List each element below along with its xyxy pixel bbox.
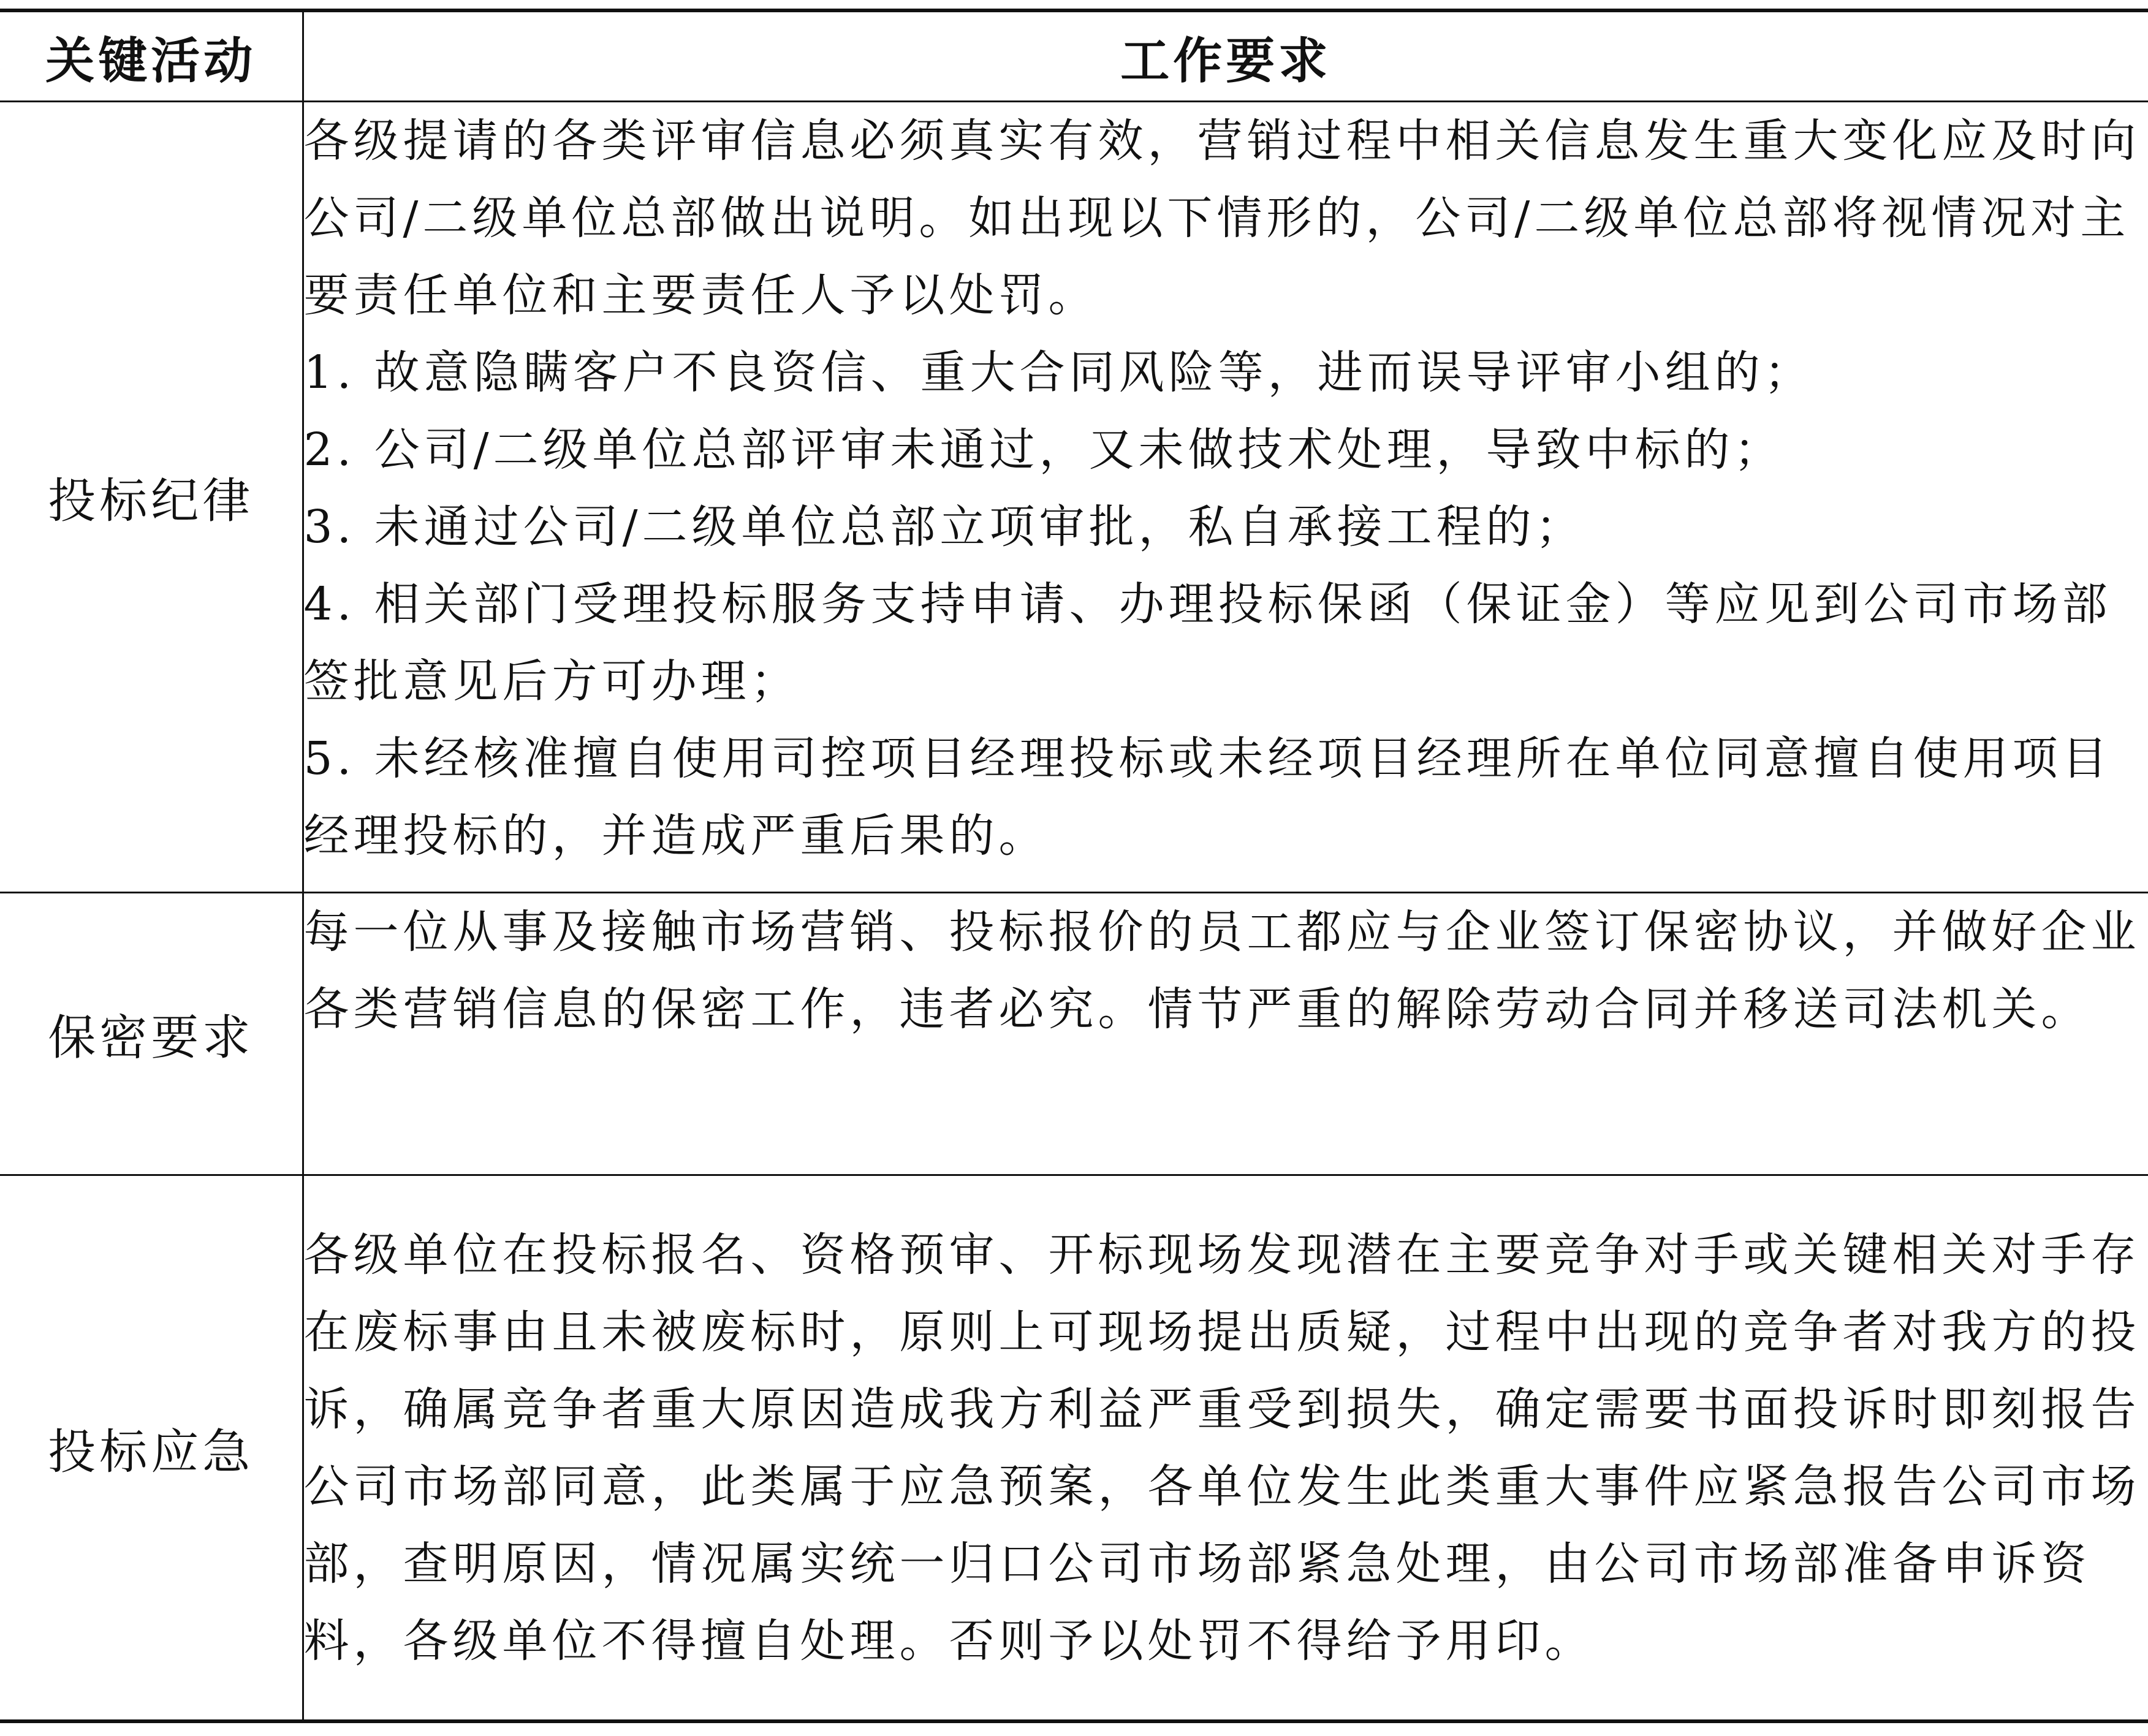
requirement-item: 5. 未经核准擅自使用司控项目经理投标或未经项目经理所在单位同意擅自使用项目经理投标的，并造成严重后果的。 — [303, 732, 2112, 862]
bidding-rules-table — [0, 9, 2148, 1723]
requirement-cell — [303, 893, 2148, 1175]
activity-cell: 投标纪律 — [0, 102, 303, 893]
header-requirement: 工作要求 — [303, 10, 2148, 102]
activity-cell: 投标应急 — [0, 1175, 303, 1722]
requirement-intro: 各级提请的各类评审信息必须真实有效，营销过程中相关信息发生重大变化应及时向公司/二级单位总部做出说明。如出现以下情形的，公司/二级单位总部将视情况对主要责任单位和主要责任人予以处罚。 — [303, 115, 2141, 322]
table-row — [0, 1175, 2148, 1722]
requirement-item: 3. 未通过公司/二级单位总部立项审批，私自承接工程的； — [303, 501, 1585, 553]
table-header-row — [0, 10, 2148, 102]
table-row — [0, 102, 2148, 893]
requirement-cell — [303, 1175, 2148, 1722]
requirement-item: 2. 公司/二级单位总部评审未通过，又未做技术处理，导致中标的； — [303, 423, 1784, 476]
requirement-text: 各级单位在投标报名、资格预审、开标现场发现潜在主要竞争对手或关键相关对手存在废标事由且未被废标时，原则上可现场提出质疑，过程中出现的竞争者对我方的投诉，确属竞争者重大原因造成我方利益严重受到损失，确定需要书面投诉时即刻报告公司市场部同意，此类属于应急预案，各单位发生此类重大事件应紧急报告公司市场部，查明原因，情况属实统一归口公司市场部紧急处理，由公司市场部准备申诉资料，各级单位不得擅自处理。否则予以处罚不得给予用印。 — [303, 1228, 2141, 1667]
requirement-text: 每一位从事及接触市场营销、投标报价的员工都应与企业签订保密协议，并做好企业各类营销信息的保密工作，违者必究。情节严重的解除劳动合同并移送司法机关。 — [303, 906, 2141, 1036]
activity-cell: 保密要求 — [0, 893, 303, 1175]
requirement-item: 4. 相关部门受理投标服务支持申请、办理投标保函（保证金）等应见到公司市场部签批意见后方可办理； — [303, 578, 2112, 708]
table-row — [0, 893, 2148, 1175]
header-activity: 关键活动 — [0, 10, 303, 102]
requirement-item: 1. 故意隐瞒客户不良资信、重大合同风险等，进而误导评审小组的； — [303, 346, 1814, 399]
requirement-cell — [303, 102, 2148, 893]
